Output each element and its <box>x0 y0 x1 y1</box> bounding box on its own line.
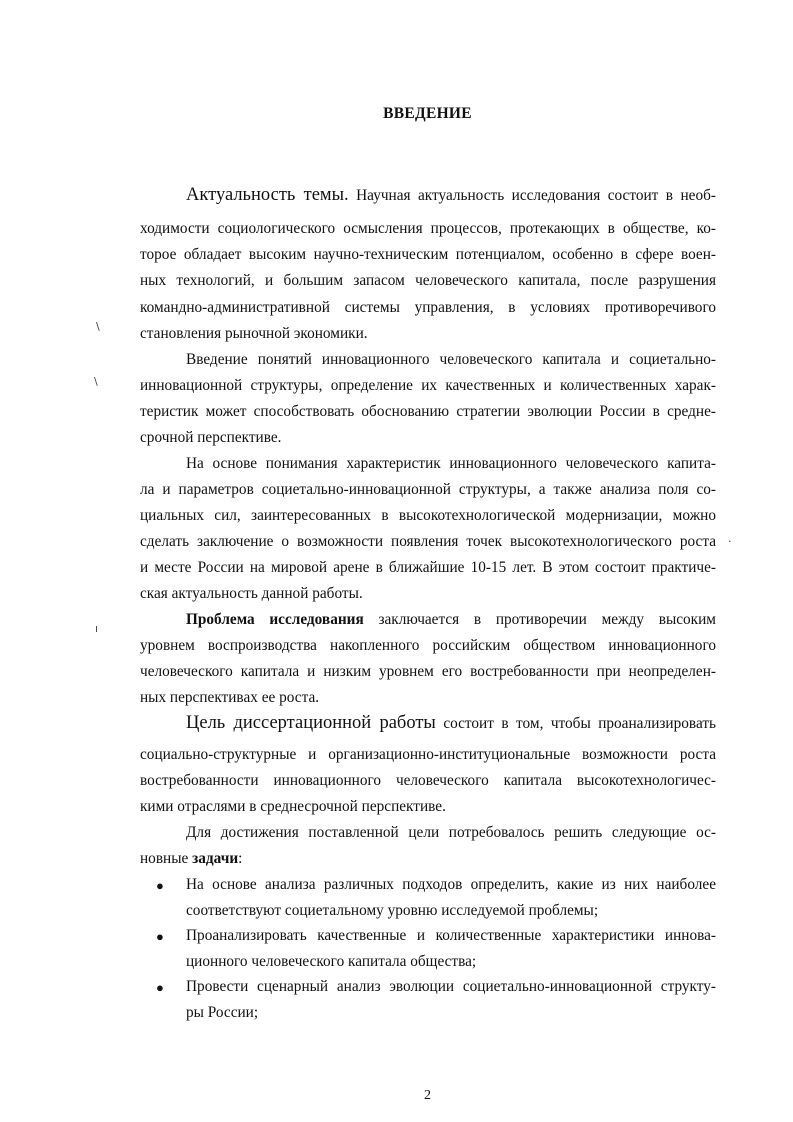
paragraph-line: теристик может способствовать обоснованию стратегии эволюции России в средне- <box>140 403 716 420</box>
bullet-icon: ● <box>156 878 164 893</box>
paragraph-line: уровнем воспроизводства накопленного российским обществом инновационного <box>140 637 716 654</box>
paragraph-line: На основе понимания характеристик инновационного человеческого капита- <box>186 455 716 472</box>
paragraph-line: ская актуальность данной работы. <box>140 585 363 602</box>
paragraph-line: заключается в противоречии между высоким <box>363 611 716 628</box>
paragraph-line: востребованности инновационного человеческого капитала высокотехнологичес- <box>140 772 716 789</box>
goal-heading: Цель диссертационной работы <box>186 713 436 733</box>
scan-speck: \ <box>94 375 98 388</box>
paragraph-line: становления рыночной экономики. <box>140 325 368 342</box>
paragraph-line: и месте России на мировой арене в ближайшие 10-15 лет. В этом состоит практиче- <box>140 559 716 576</box>
document-page: ВВЕДЕНИЕ Актуальность темы. Научная актуальность исследования состоит в необ- ходимости социологического осмысления процессов, протекающих в обществе, ко- торое обладает высоким научно-техническим потенциалом, особенно в сфере воен- ных технологий, и большим запасом человеческого капитала, после разрушения командно-административной системы управления, в условиях противоречивого становления рыночной экономики. Введение понятий инновационного человеческого капитала и социетально- инновационной структуры, определение их качественных и количественных харак- теристик может способствовать обоснованию стратегии эволюции России в средне- срочной перспективе. На основе понимания характеристик инновационного человеческого капита- ла и параметров социетально-инновационной структуры, а также анализа поля со- циальных сил, заинтересованных в высокотехнологической модернизации, можно сделать заключение о возможности появления точек высокотехнологического роста и месте России на мировой арене в ближайшие 10-15 лет. В этом состоит практиче- ская актуальность данной работы. Проблема исследования заключается в противоречии между высоким уровнем воспроизводства накопленного российским обществом инновационного человеческого капитала и низким уровнем его востребованности при неопределен- ных перспективах ее роста. Цель диссертационной работы состоит в том, чтобы проанализировать социально-структурные и организационно-институциональные возможности роста востребованности инновационного человеческого капитала высокотехнологичес- кими отраслями в среднесрочной перспективе. Для достижения поставленной цели потребовалось решить следующие ос- новные задачи: ● На основе анализа различных подходов определить, какие из них наиболее соответствуют социетальному уровню исследуемой проблемы; ● Проанализировать качественные и количественные характеристики иннова- ционного человеческого капитала общества; ● Провести сценарный анализ эволюции социетально-инновационной структу- ры России; 2 \ \ ı · <box>0 0 793 1122</box>
scan-speck: ı <box>95 622 99 635</box>
scan-speck: · <box>728 535 732 548</box>
bullet-icon: ● <box>156 929 164 944</box>
paragraph-line: командно-административной системы управления, в условиях противоречивого <box>140 299 716 316</box>
paragraph-line: кими отраслями в среднесрочной перспективе. <box>140 798 446 815</box>
paragraph-line: Для достижения поставленной цели потребовалось решить следующие ос- <box>186 824 716 841</box>
paragraph-line: человеческого капитала и низким уровнем его востребованности при неопределен- <box>140 663 716 680</box>
paragraph-line: Научная актуальность исследования состоит в необ- <box>348 187 716 204</box>
paragraph-line: ходимости социологического осмысления процессов, протекающих в обществе, ко- <box>140 220 716 237</box>
page-title: ВВЕДЕНИЕ <box>383 105 472 122</box>
paragraph-line: срочной перспективе. <box>140 429 282 446</box>
paragraph-line: торое обладает высоким научно-техническим потенциалом, особенно в сфере воен- <box>140 246 716 263</box>
paragraph-line: ных технологий, и большим запасом человеческого капитала, после разрушения <box>140 272 716 289</box>
relevance-heading: Актуальность темы. <box>186 185 349 205</box>
paragraph-line: Введение понятий инновационного человеческого капитала и социетально- <box>186 351 716 368</box>
paragraph-line: социально-структурные и организационно-институциональные возможности роста <box>140 746 716 763</box>
problem-heading: Проблема исследования <box>186 611 364 628</box>
paragraph-line: ных перспективах ее роста. <box>140 689 320 706</box>
page-number: 2 <box>424 1088 431 1103</box>
scan-speck: \ <box>96 320 100 333</box>
paragraph-line: состоит в том, чтобы проанализировать <box>435 715 716 732</box>
bullet-icon: ● <box>156 980 164 995</box>
paragraph-line: инновационной структуры, определение их качественных и количественных харак- <box>140 377 716 394</box>
tasks-keyword: задачи <box>192 850 239 867</box>
paragraph-line: сделать заключение о возможности появления точек высокотехнологического роста <box>140 533 716 550</box>
paragraph-line: циальных сил, заинтересованных в высокотехнологической модернизации, можно <box>140 507 716 524</box>
paragraph-line: новные <box>140 850 193 867</box>
paragraph-line: ла и параметров социетально-инновационной структуры, а также анализа поля со- <box>140 481 716 498</box>
